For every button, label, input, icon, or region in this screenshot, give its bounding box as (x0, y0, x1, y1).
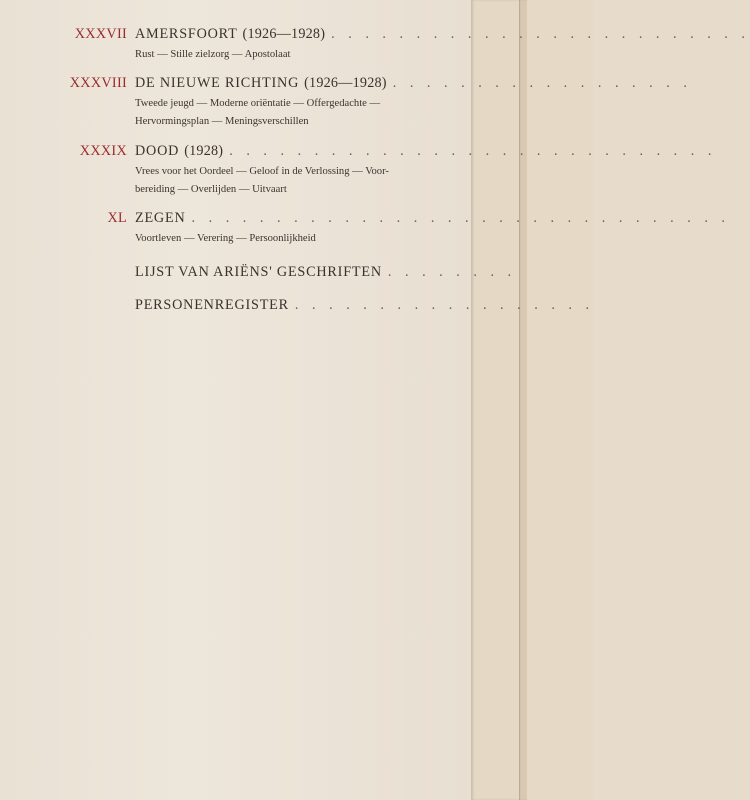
chapter-numeral: XL (107, 210, 127, 226)
chapter-dates: (1926—1928) (304, 75, 387, 91)
chapter-subtitle-line-2: bereiding — Overlijden — Uitvaart (135, 184, 287, 195)
chapter-dates: (1926—1928) (242, 26, 326, 42)
chapter-dates: (1928) (184, 143, 224, 159)
leader-dots: . . . . . . . . . . . . . . . . . . (294, 297, 595, 313)
section-title: LIJST VAN ARIËNS' GESCHRIFTEN (135, 264, 382, 280)
chapter-title: DOOD (135, 143, 180, 159)
chapter-title: DE NIEUWE RICHTING (135, 75, 300, 91)
leader-dots: . . . . . . . . . . . . . . . . . . . . . . . . . . . . . (229, 143, 717, 159)
chapter-numeral: XXXIX (79, 143, 127, 159)
leader-dots: . . . . . . . . (387, 264, 517, 280)
section-title: PERSONENREGISTER (135, 297, 289, 313)
chapter-subtitle-line-1: Tweede jeugd — Moderne oriëntatie — Offergedachte — (135, 98, 381, 109)
chapter-title: AMERSFOORT (135, 26, 238, 42)
chapter-numeral: XXXVIII (69, 75, 127, 91)
outer-page-edge (527, 0, 593, 800)
page-edge-strip (471, 0, 519, 800)
chapter-numeral: XXXVII (74, 26, 127, 42)
chapter-subtitle: Voortleven — Verering — Persoonlijkheid (135, 233, 316, 244)
chapter-subtitle-line-2: Hervormingsplan — Meningsverschillen (135, 116, 309, 127)
leader-dots: . . . . . . . . . . . . . . . . . . . . . . . . . . . . . . . . (191, 210, 730, 226)
chapter-title: ZEGEN (135, 210, 186, 226)
leader-dots: . . . . . . . . . . . . . . . . . . (392, 75, 692, 91)
chapter-subtitle-line-1: Vrees voor het Oordeel — Geloof in de Verlossing — Voor- (135, 166, 389, 177)
leader-dots: . . . . . . . . . . . . . . . . . . . . . . . . . (331, 26, 750, 42)
chapter-subtitle: Rust — Stille zielzorg — Apostolaat (135, 49, 291, 60)
binding-gap (519, 0, 527, 800)
